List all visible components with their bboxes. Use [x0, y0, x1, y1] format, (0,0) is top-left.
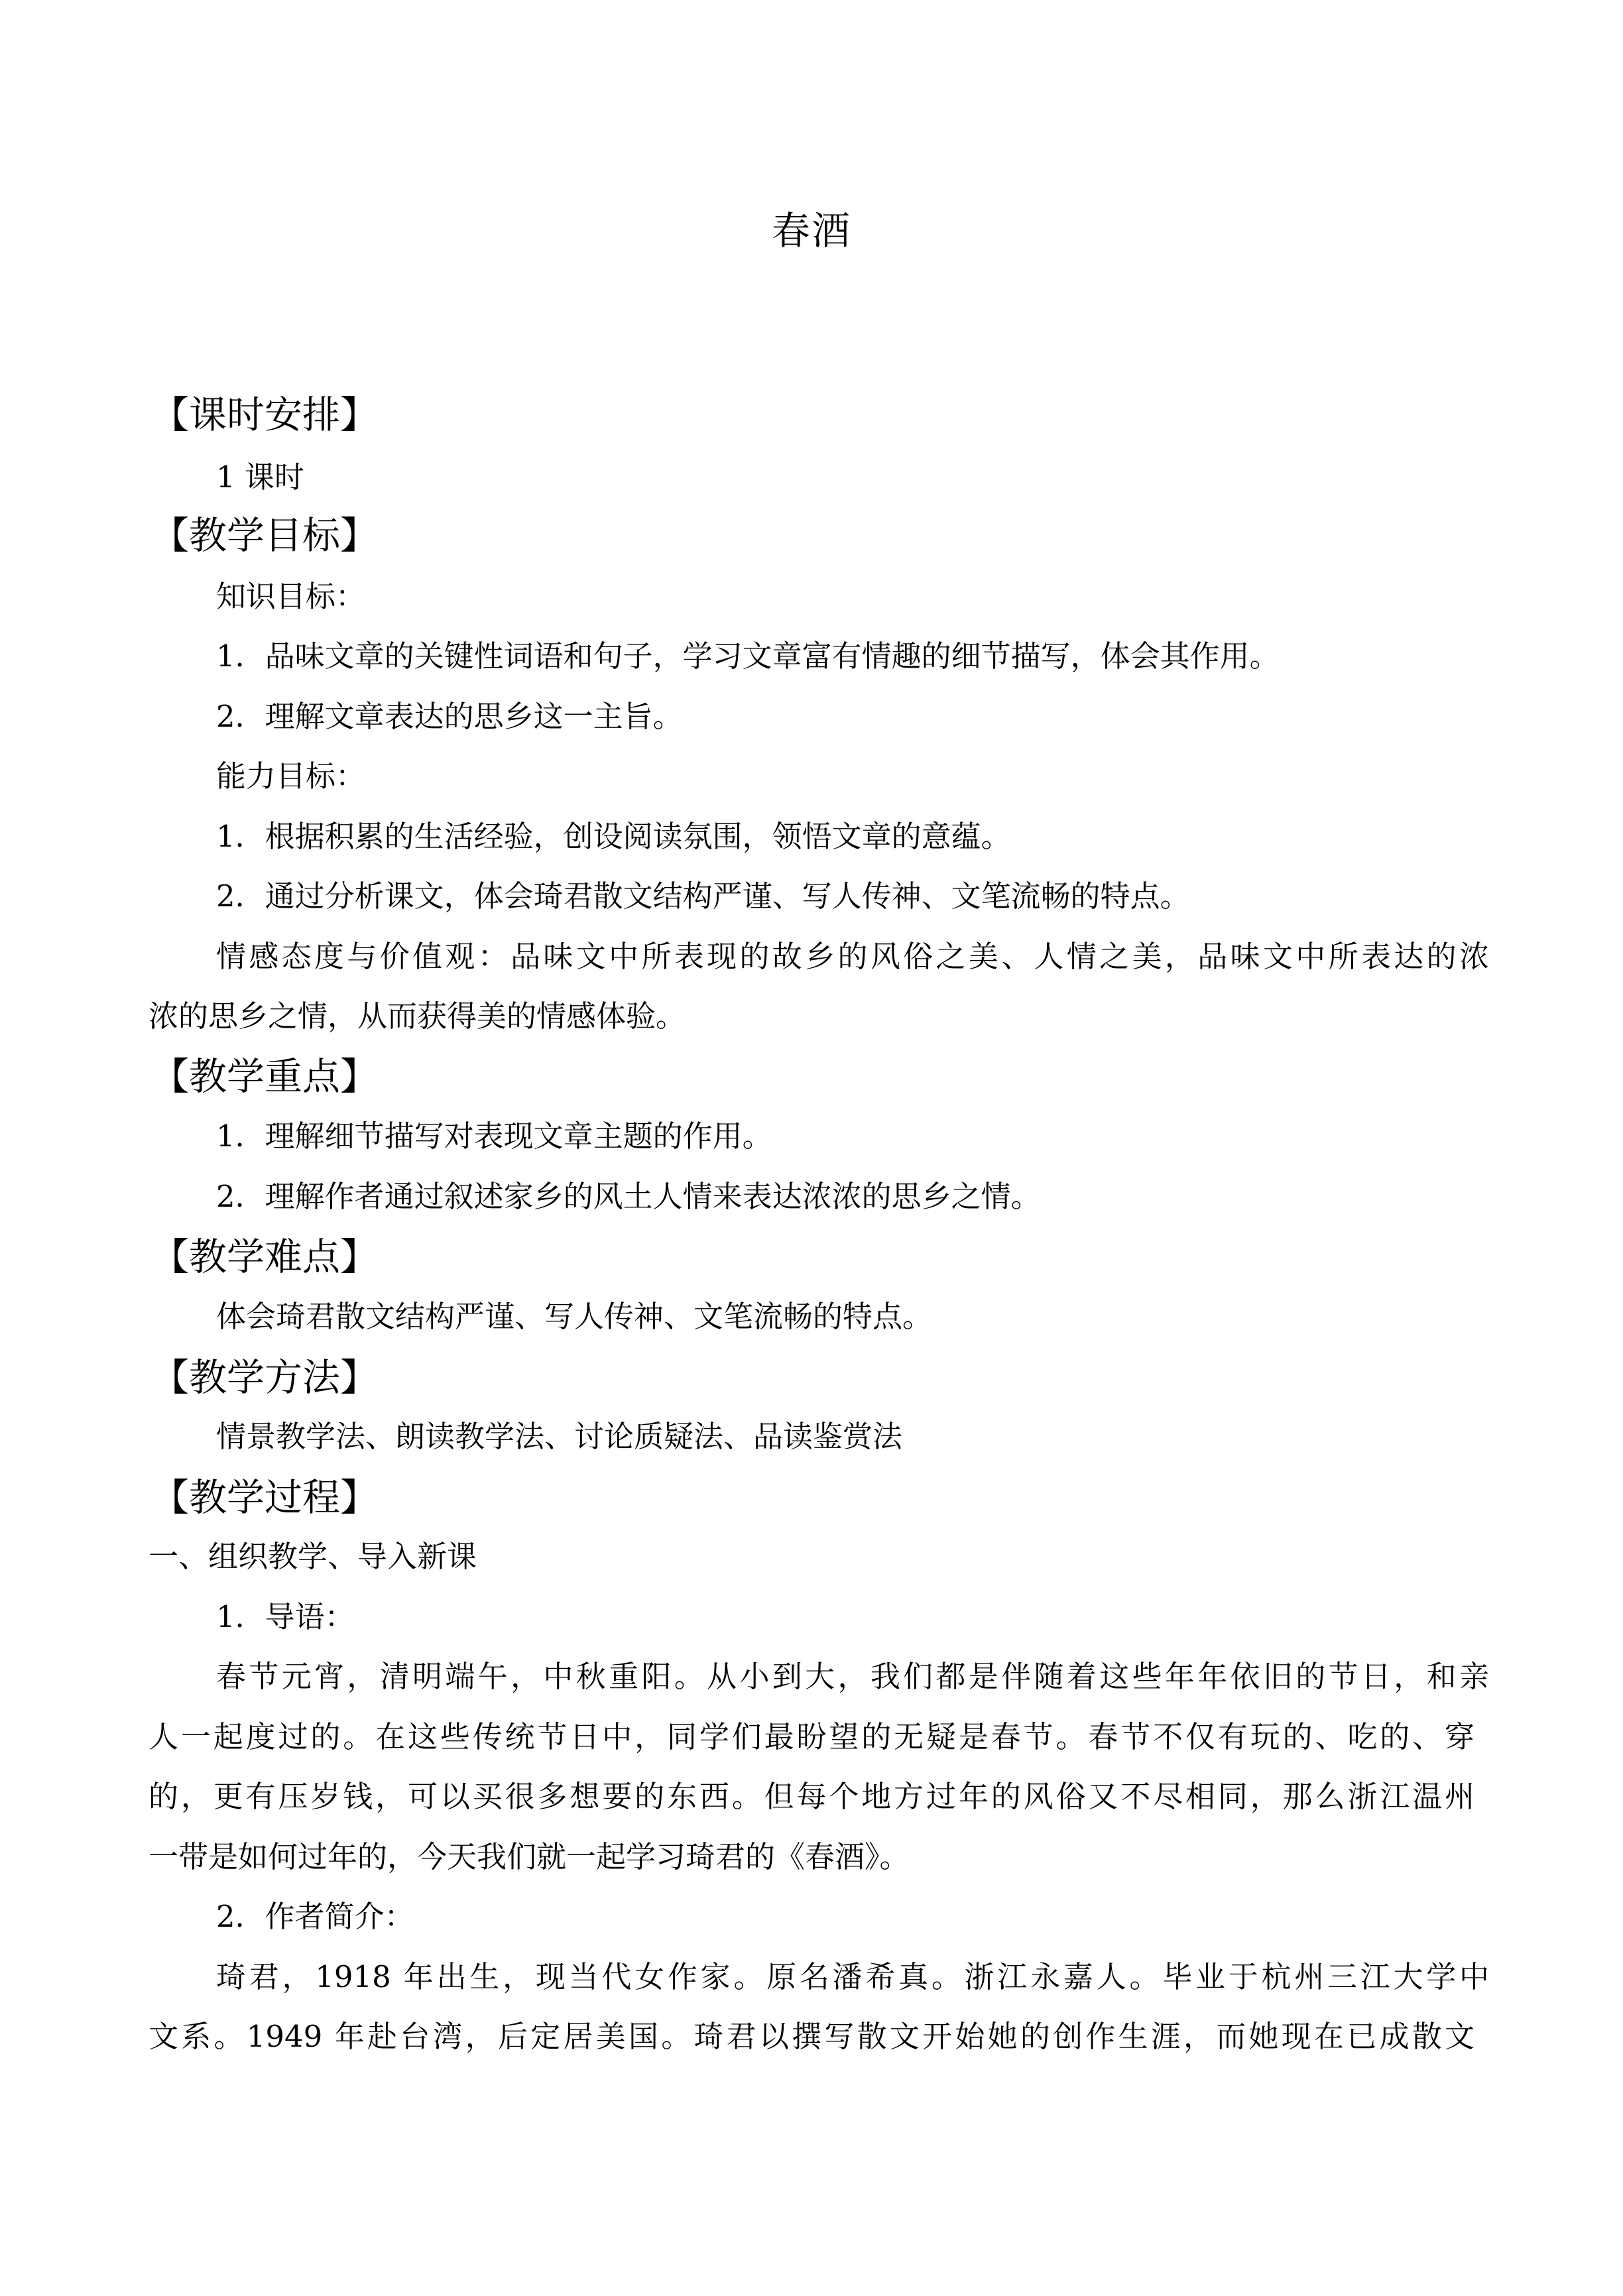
section-heading-objectives: 【教学目标】 — [151, 514, 378, 558]
section-heading-methods: 【教学方法】 — [151, 1356, 378, 1400]
document-title: 春酒 — [771, 208, 851, 253]
ability-objective-label: 能力目标： — [216, 758, 366, 794]
author-label: 2．作者简介： — [216, 1899, 414, 1934]
methods-content: 情景教学法、朗读教学法、讨论质疑法、品读鉴赏法 — [216, 1419, 903, 1454]
section-heading-difficulties: 【教学难点】 — [151, 1235, 378, 1279]
ability-objective-item: 2．通过分析课文，体会琦君散文结构严谨、写人传神、文笔流畅的特点。 — [216, 878, 1190, 914]
emotion-objective-text: 情感态度与价值观：品味文中所表现的故乡的风俗之美、人情之美，品味文中所表达的浓 — [216, 939, 1489, 974]
intro-paragraph-line: 的，更有压岁钱，可以买很多想要的东西。但每个地方过年的风俗又不尽相同，那么浙江温州 — [149, 1779, 1474, 1814]
knowledge-objective-item: 2．理解文章表达的思乡这一主旨。 — [216, 699, 683, 734]
knowledge-objective-label: 知识目标： — [216, 579, 366, 614]
ability-objective-item: 1．根据积累的生活经验，创设阅读氛围，领悟文章的意蕴。 — [216, 819, 1011, 854]
difficulty-content: 体会琦君散文结构严谨、写人传神、文笔流畅的特点。 — [216, 1299, 933, 1334]
process-part-heading: 一、组织教学、导入新课 — [149, 1539, 477, 1574]
schedule-content: 1 课时 — [216, 459, 304, 495]
section-heading-key-points: 【教学重点】 — [151, 1055, 378, 1099]
author-paragraph-line: 文系。1949 年赴台湾，后定居美国。琦君以撰写散文开始她的创作生涯，而她现在已成散文 — [149, 2019, 1474, 2054]
intro-paragraph-line: 一带是如何过年的，今天我们就一起学习琦君的《春酒》。 — [149, 1839, 910, 1874]
intro-label: 1．导语： — [216, 1599, 355, 1634]
section-heading-process: 【教学过程】 — [151, 1476, 378, 1520]
section-heading-schedule: 【课时安排】 — [151, 393, 378, 437]
emotion-objective-text: 浓的思乡之情，从而获得美的情感体验。 — [149, 998, 686, 1034]
intro-paragraph-line: 春节元宵，清明端午，中秋重阳。从小到大，我们都是伴随着这些年年依旧的节日，和亲 — [216, 1659, 1489, 1694]
author-paragraph-line: 琦君，1918 年出生，现当代女作家。原名潘希真。浙江永嘉人。毕业于杭州三江大学中 — [216, 1959, 1489, 1994]
knowledge-objective-item: 1．品味文章的关键性词语和句子，学习文章富有情趣的细节描写，体会其作用。 — [216, 638, 1280, 674]
key-point-item: 1．理解细节描写对表现文章主题的作用。 — [216, 1118, 772, 1154]
key-point-item: 2．理解作者通过叙述家乡的风土人情来表达浓浓的思乡之情。 — [216, 1179, 1041, 1214]
intro-paragraph-line: 人一起度过的。在这些传统节日中，同学们最盼望的无疑是春节。春节不仅有玩的、吃的、穿 — [149, 1719, 1474, 1754]
